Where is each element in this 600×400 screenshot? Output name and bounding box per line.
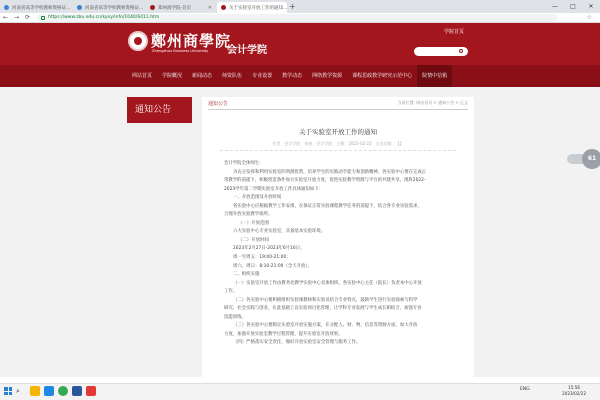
close-tab-icon[interactable]: ✕	[207, 4, 212, 11]
university-name[interactable]: 鄭州商學院	[151, 32, 232, 50]
favicon-icon	[77, 5, 82, 10]
language-indicator[interactable]: ENG	[520, 387, 530, 392]
body-line: 周六、周日：8:10-21:00（全天开放）。	[233, 263, 312, 269]
favicon-icon	[221, 5, 226, 10]
bookmark-star-icon[interactable]: ☆	[586, 14, 592, 21]
body-line: 力度，加强开放实验室教学过程管理，提升实验室开放效果。	[224, 331, 343, 337]
tab-3[interactable]	[146, 2, 216, 13]
tab-label: 河南省高等学校教师资格证…	[12, 5, 71, 11]
tab-label: 郑州商学院-首页	[158, 5, 192, 11]
window-controls	[546, 0, 600, 13]
close-tab-icon[interactable]	[144, 5, 146, 11]
lock-icon	[41, 16, 45, 20]
nav-item-faculty[interactable]: 师资队伍	[222, 73, 243, 79]
college-home-link[interactable]: 学院首页	[444, 29, 465, 35]
nav-item-home[interactable]: 网站首页	[132, 73, 153, 79]
favicon-icon	[150, 5, 155, 10]
body-line: 六大实验中心专业实验室，具备基本实验环境。	[233, 229, 326, 235]
body-line: 2023年2月27日-2023年6月16日；	[233, 246, 305, 252]
clock-date: 2023/02/22	[562, 391, 587, 396]
nav-item-news[interactable]: 新闻动态	[192, 73, 213, 79]
article-title: 关于实验室开放工作的通知	[299, 128, 377, 136]
url-field[interactable]	[37, 14, 557, 22]
windows-start-icon[interactable]	[4, 387, 12, 395]
tab-4-active[interactable]	[217, 2, 287, 13]
minimize-button[interactable]: —	[552, 3, 558, 10]
body-line: （二）开放时间	[238, 237, 269, 243]
body-line: （三）各实验中心要制定实验室开放实施方案，在分配人、财、物、信息等资源方面，加大开放	[233, 323, 418, 329]
chrome-icon[interactable]	[58, 386, 68, 396]
article-meta: 作者：会计学院 审核：会计学院 日期：2023-02-22 点击次数：【】	[272, 141, 404, 146]
body-line: （四）严格落实安全责任，做好开放实验室安全管理与服务工作。	[233, 340, 361, 346]
maximize-button[interactable]: □	[570, 3, 576, 10]
nav-item-demo-center[interactable]: 课程思政教学研究示范中心	[352, 73, 413, 79]
browser-icon[interactable]	[44, 386, 54, 396]
word-icon[interactable]	[72, 386, 82, 396]
body-line: （一）开放范围	[238, 220, 269, 226]
forward-button[interactable]: →	[13, 14, 20, 21]
tab-label: 河南省高等学校教师资格证…	[85, 5, 144, 11]
body-line: 二、组织实施	[233, 272, 260, 278]
body-line: 一、开放范围及开放时间	[233, 195, 282, 201]
body-line: 为充分发挥和利用实验室的资源优势，培养学生的实践动手能力和创新精神，各实验中心要在完成正	[233, 169, 427, 175]
close-window-button[interactable]: ✕	[588, 3, 594, 10]
address-bar-row	[0, 13, 600, 23]
main-nav	[127, 65, 452, 87]
body-line: 周一至周五：19:00-21:00；	[233, 255, 291, 261]
body-line: 技能训练。	[224, 314, 246, 320]
body-line: 研究、社会实践与创业，在此基础上以实验项目化管理，让学科专业发展与学生成长相结合，加强专业	[224, 306, 422, 312]
search-icon[interactable]	[459, 49, 463, 53]
body-line: 合理开放实验教学场所。	[224, 212, 273, 218]
nav-item-majors[interactable]: 专业设置	[252, 73, 273, 79]
new-tab-button[interactable]: +	[289, 2, 296, 11]
app-icon[interactable]	[86, 386, 96, 396]
sidebar-heading: 通知公告	[127, 97, 192, 123]
nav-item-overview[interactable]: 学院概况	[162, 73, 183, 79]
body-line: 各实验中心应根据教学工作安排，在保证正常实验课程教学任务的前提下，结合各专业实验需求，	[233, 203, 422, 209]
tab-1[interactable]	[0, 2, 72, 13]
nav-item-mailbox[interactable]: 院情中信箱	[417, 65, 452, 87]
divider	[220, 150, 456, 151]
breadcrumb[interactable]: 当前位置: 网站首页 > 通知公告 > 正文	[397, 100, 468, 105]
section-title: 通知公告	[208, 101, 229, 107]
back-button[interactable]: ←	[2, 14, 9, 21]
university-english-name: Zhengzhou Business University	[152, 49, 209, 53]
site-banner	[0, 23, 600, 65]
tab-label: 关于实验室开放工作的通知…	[229, 5, 287, 11]
url-text: https://www.zbu.edu.cn/kyxy/info/1040/6411.htm	[48, 15, 160, 20]
tab-2[interactable]	[73, 2, 145, 13]
nav-item-teaching[interactable]: 教学动态	[282, 73, 303, 79]
reload-button[interactable]: ⟳	[24, 14, 31, 21]
body-line: （二）各实验中心要积极组织实验课教师和实验员结合专业特点，鼓励学生进行实验探索与科学	[233, 297, 418, 303]
article-body	[224, 160, 464, 348]
university-seal-icon	[128, 31, 148, 51]
nav-item-online-resources[interactable]: 网络教学资源	[312, 73, 343, 79]
body-line: 会计学院全体师生：	[224, 161, 264, 166]
body-line: （一）实验室开放工作由教务处教学实验中心具体组织，各实验中心主任（院长）负责本中心开放	[233, 280, 422, 286]
search-icon[interactable]: ⌕	[16, 387, 20, 395]
close-tab-icon[interactable]	[71, 5, 73, 11]
floating-badge-button[interactable]: 61	[582, 149, 600, 169]
file-explorer-icon[interactable]	[30, 386, 40, 396]
college-name: 会计学院	[227, 45, 267, 56]
body-line: 常教学的前提下，积极创造条件加大实验室开放力度，促进实验教学资源与平台的共建共享。现将2022-	[224, 178, 426, 184]
body-line: 工作。	[224, 289, 238, 295]
clock-time: 15:56	[568, 385, 581, 390]
body-line: 2023学年第二学期实验室开放工作具体通知如下：	[224, 186, 323, 192]
favicon-icon	[4, 5, 9, 10]
taskbar-clock[interactable]	[562, 385, 586, 397]
site-search-input[interactable]	[414, 47, 468, 56]
section-header	[208, 100, 468, 110]
